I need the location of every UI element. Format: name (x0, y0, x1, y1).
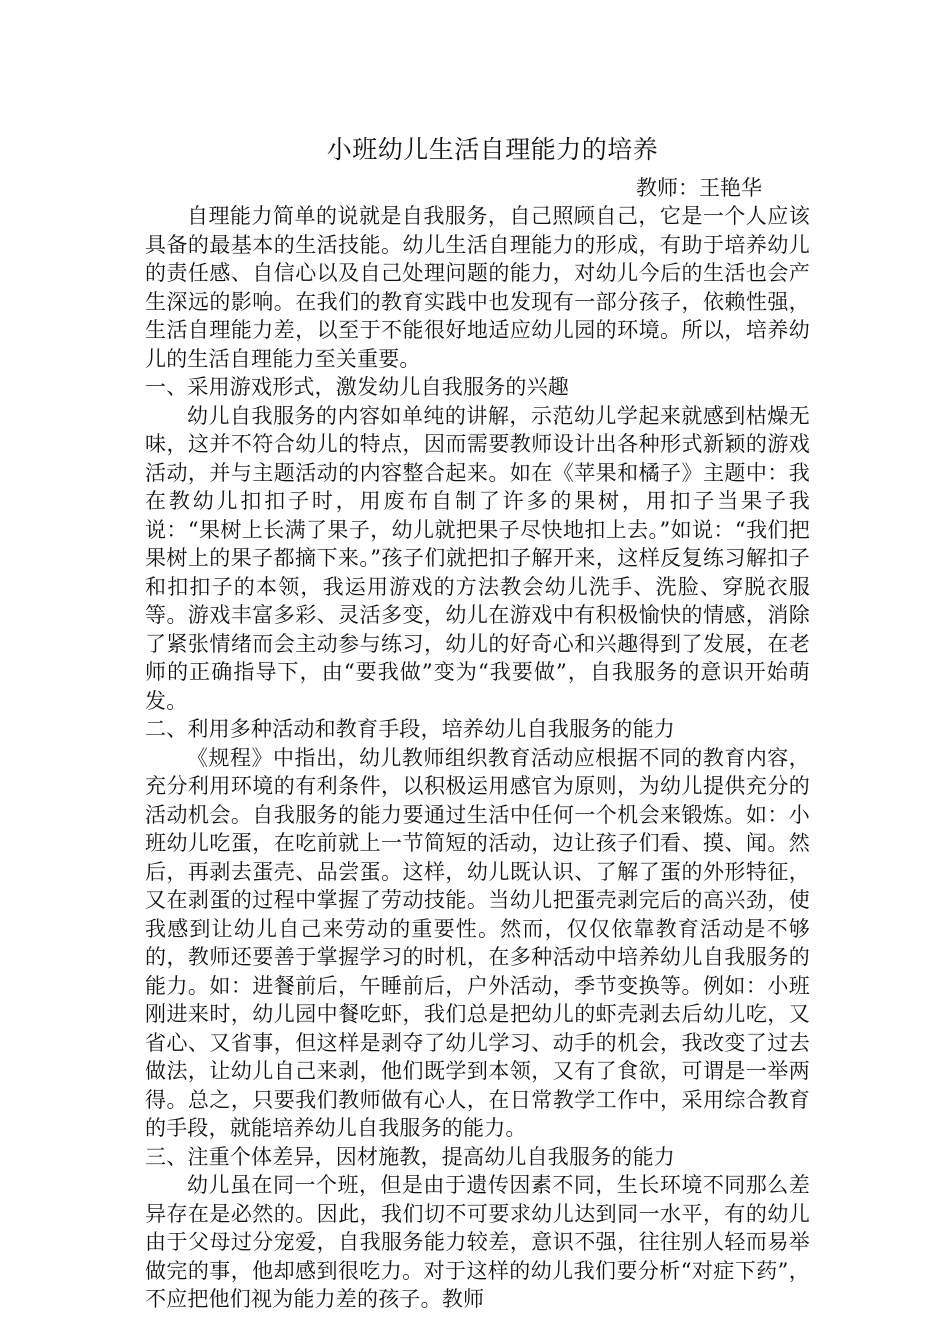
section-2-body: 《规程》中指出，幼儿教师组织教育活动应根据不同的教育内容，充分利用环境的有利条件，以积极运用感官为原则，为幼儿提供充分的活动机会。自我服务的能力要通过生活中任何一个机会来锻炼。如：小班幼儿吃蛋，在吃前就上一节简短的活动，边让孩子们看、摸、闻。然后，再剥去蛋壳、品尝蛋。这样，幼儿既认识、了解了蛋的外形特征，又在剥蛋的过程中掌握了劳动技能。当幼儿把蛋壳剥完后的高兴劲，使我感到让幼儿自己来劳动的重要性。然而，仅仅依靠教育活动是不够的，教师还要善于掌握学习的时机，在多种活动中培养幼儿自我服务的能力。如：进餐前后，午睡前后，户外活动，季节变换等。例如：小班刚进来时，幼儿园中餐吃虾，我们总是把幼儿的虾壳剥去后幼儿吃，又省心、又省事，但这样是剥夺了幼儿学习、动手的机会，我改变了过去做法，让幼儿自己来剥，他们既学到本领，又有了食欲，可谓是一举两得。总之，只要我们教师做有心人，在日常教学工作中，采用综合教育的手段，就能培养幼儿自我服务的能力。 (145, 745, 810, 1140)
section-1-body: 幼儿自我服务的内容如单纯的讲解，示范幼儿学起来就感到枯燥无味，这并不符合幼儿的特点，因而需要教师设计出各种形式新颖的游戏活动，并与主题活动的内容整合起来。如在《苹果和橘子》主题中：我在教幼儿扣扣子时，用废布自制了许多的果树，用扣子当果子我说：“果树上长满了果子，幼儿就把果子尽快地扣上去。”如说：“我们把果树上的果子都摘下来。”孩子们就把扣子解开来，这样反复练习解扣子和扣扣子的本领，我运用游戏的方法教会幼儿洗手、洗脸、穿脱衣服等。游戏丰富多彩、灵活多变，幼儿在游戏中有积极愉快的情感，消除了紧张情绪而会主动参与练习，幼儿的好奇心和兴趣得到了发展，在老师的正确指导下，由“要我做”变为“我要做”，自我服务的意识开始萌发。 (145, 403, 810, 713)
author-line: 教师：王艳华 (636, 176, 762, 200)
section-3-heading: 三、注重个体差异，因材施教，提高幼儿自我服务的能力 (145, 1144, 675, 1169)
document-page (145, 130, 810, 1314)
section-2-heading: 二、利用多种活动和教育手段，培养幼儿自我服务的能力 (145, 717, 675, 741)
document-title: 小班幼儿生活自理能力的培养 (326, 135, 659, 164)
section-3-body: 幼儿虽在同一个班，但是由于遗传因素不同，生长环境不同那么差异存在是必然的。因此，我们切不可要求幼儿达到同一水平，有的幼儿由于父母过分宠爱，自我服务能力较差，意识不强，往往别人轻而易举做完的事，他却感到很吃力。对于这样的幼儿我们要分析“对症下药”，不应把他们视为能力差的孩子。教师 (145, 1173, 810, 1311)
section-1-heading: 一、采用游戏形式，激发幼儿自我服务的兴趣 (145, 375, 569, 399)
intro-paragraph: 自理能力简单的说就是自我服务，自己照顾自己，它是一个人应该具备的最基本的生活技能。幼儿生活自理能力的形成，有助于培养幼儿的责任感、自信心以及自己处理问题的能力，对幼儿今后的生活也会产生深远的影响。在我们的教育实践中也发现有一部分孩子，依赖性强，生活自理能力差，以至于不能很好地适应幼儿园的环境。所以，培养幼儿的生活自理能力至关重要。 (145, 204, 810, 371)
